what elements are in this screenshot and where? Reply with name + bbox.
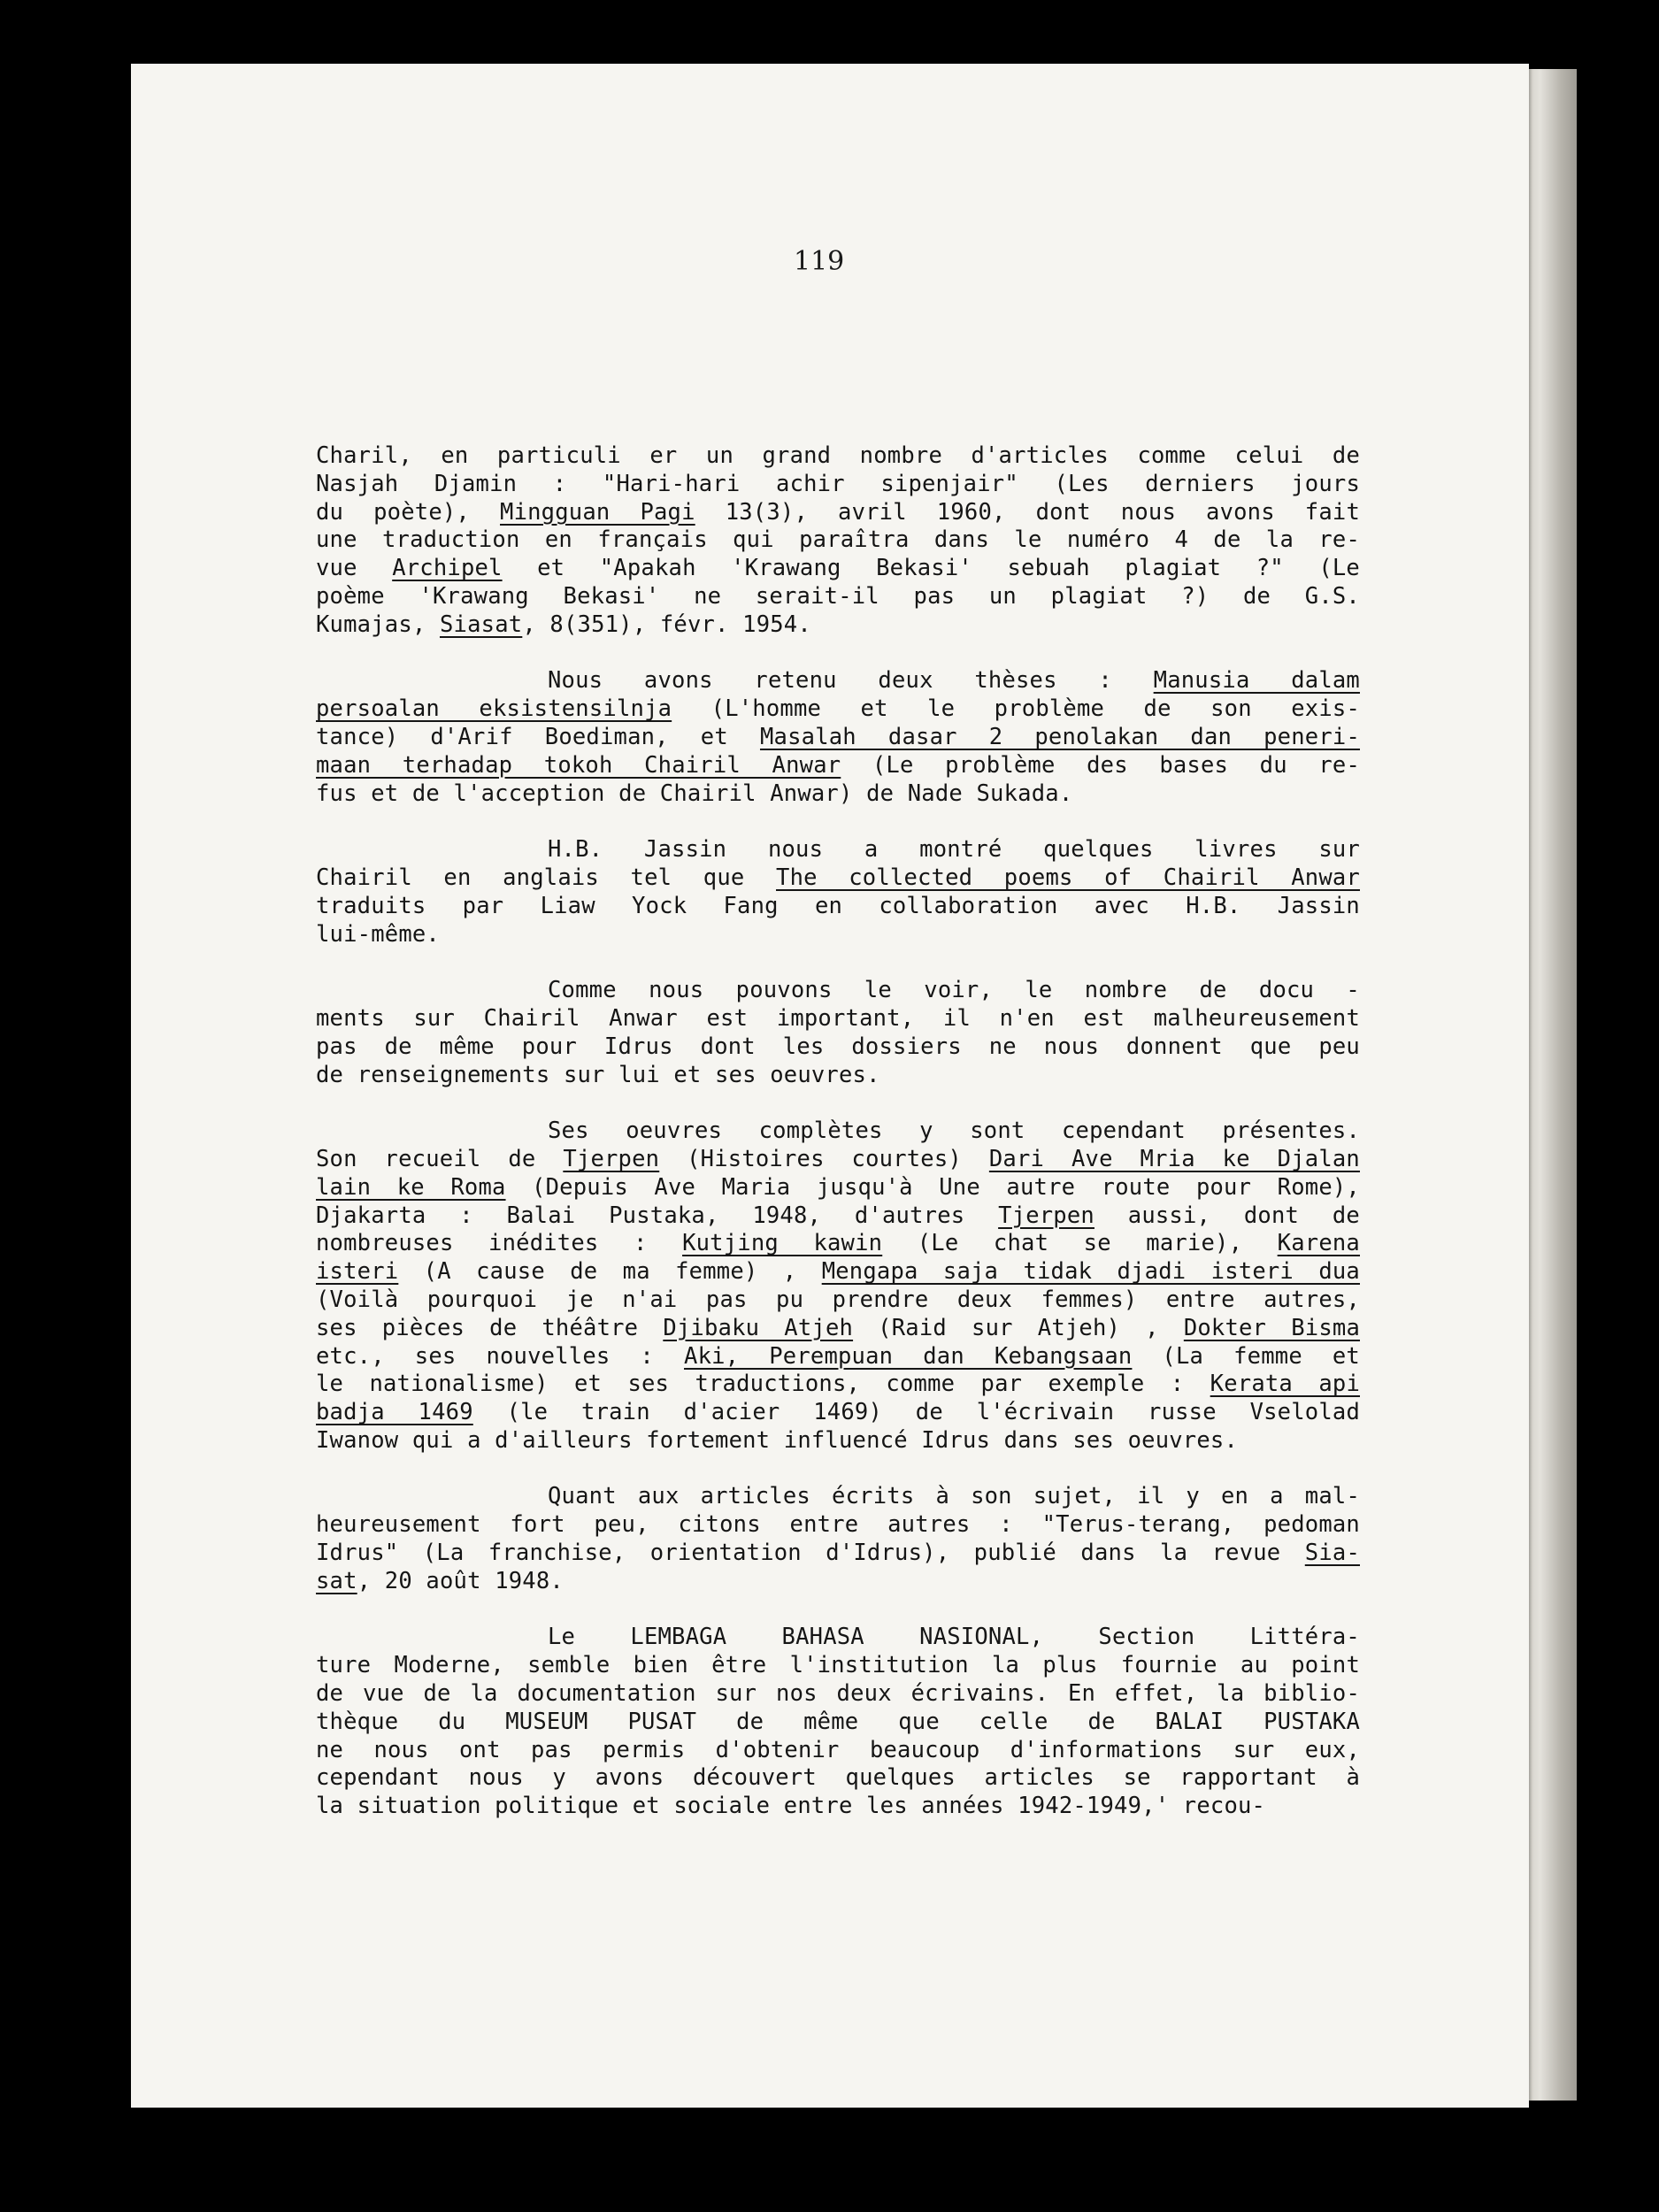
text-run: ture Moderne, semble bien être l'institution la plus fournie au point <box>316 1652 1360 1679</box>
text-run: aussi, dont de <box>1094 1202 1360 1229</box>
text-run: vue <box>316 555 393 582</box>
text-run: Charil, en particuli er un grand nombre d'articles comme celui de <box>316 442 1360 469</box>
text-run: Ses oeuvres complètes y sont cependant présentes. <box>548 1118 1360 1145</box>
text-run: (La femme et <box>1132 1342 1360 1370</box>
text-run: Idrus" (La franchise, orientation d'Idrus), publié dans la revue <box>316 1540 1305 1567</box>
text-line <box>316 1118 1360 1146</box>
text-line <box>316 893 1360 921</box>
text-run: Comme nous pouvons le voir, le nombre de docu - <box>548 977 1360 1004</box>
text-line <box>316 499 1360 527</box>
underlined-title: Djibaku Atjeh <box>663 1314 854 1341</box>
underlined-title: isteri <box>316 1258 399 1286</box>
text-run: du poète), <box>316 498 501 526</box>
text-line <box>316 1005 1360 1033</box>
text-run: et "Apakah 'Krawang Bekasi' sebuah plagiat ?" (Le <box>502 555 1360 582</box>
text-run: traduits par Liaw Yock Fang en collaboration avec H.B. Jassin <box>316 892 1360 919</box>
text-run: cependant nous y avons découvert quelques articles se rapportant à <box>316 1764 1360 1792</box>
text-run: de renseignements sur lui et ses oeuvres. <box>316 1061 880 1088</box>
text-line <box>316 977 1360 1005</box>
text-run: heureusement fort peu, citons entre autres : "Terus-terang, pedoman <box>316 1511 1360 1539</box>
text-line <box>316 611 1360 640</box>
text-line <box>316 836 1360 864</box>
paragraph <box>316 977 1360 1089</box>
text-line <box>316 1568 1360 1596</box>
text-line <box>316 555 1360 583</box>
text-run: lui-même. <box>316 920 440 948</box>
text-run: fus et de l'acception de Chairil Anwar) de Nade Sukada. <box>316 780 1073 807</box>
text-run: etc., ses nouvelles : <box>316 1342 685 1370</box>
text-run: Nous avons retenu deux thèses : <box>548 667 1154 695</box>
text-line <box>316 1230 1360 1258</box>
text-line <box>316 1146 1360 1174</box>
text-run: Son recueil de <box>316 1145 564 1172</box>
text-line <box>316 1680 1360 1709</box>
underlined-title: Aki, Perempuan dan Kebangsaan <box>684 1342 1133 1370</box>
text-run: Nasjah Djamin : "Hari-hari achir sipenjair" (Les derniers jours <box>316 470 1360 497</box>
underlined-title: Mingguan Pagi <box>500 498 695 526</box>
text-run: 13(3), avril 1960, dont nous avons fait <box>695 498 1361 526</box>
text-line <box>316 471 1360 499</box>
underlined-title: Tjerpen <box>998 1202 1094 1229</box>
text-line <box>316 1315 1360 1343</box>
text-run: Quant aux articles écrits à son sujet, il y en a mal- <box>548 1483 1360 1510</box>
text-run: poème 'Krawang Bekasi' ne serait-il pas un plagiat ?) de G.S. <box>316 582 1360 610</box>
text-line <box>316 752 1360 780</box>
text-line <box>316 780 1360 809</box>
text-run: (le train d'acier 1469) de l'écrivain russe Vselolad <box>472 1399 1360 1426</box>
page-number: 119 <box>794 246 845 277</box>
text-run: le nationalisme) et ses traductions, comme par exemple : <box>316 1371 1210 1398</box>
underlined-title: Masalah dasar 2 penolakan dan peneri- <box>759 723 1360 750</box>
text-run: (L'homme et le problème de son exis- <box>672 695 1360 723</box>
underlined-title: lain ke Roma <box>316 1173 506 1201</box>
text-run: Chairil en anglais tel que <box>316 864 777 891</box>
text-line <box>316 864 1360 893</box>
text-line <box>316 1483 1360 1511</box>
underlined-title: Tjerpen <box>563 1145 660 1172</box>
text-run: une traduction en français qui paraîtra dans le numéro 4 de la re- <box>316 526 1360 554</box>
underlined-title: Siasat <box>439 611 523 638</box>
text-run: Kumajas, <box>316 611 440 638</box>
underlined-title: sat <box>316 1567 357 1594</box>
text-run: H.B. Jassin nous a montré quelques livres sur <box>548 836 1360 864</box>
text-run: Djakarta : Balai Pustaka, 1948, d'autres <box>316 1202 999 1229</box>
text-line <box>316 1174 1360 1202</box>
text-line <box>316 1258 1360 1286</box>
text-run: Le LEMBAGA BAHASA NASIONAL, Section Littéra- <box>548 1624 1360 1651</box>
text-line <box>316 1371 1360 1399</box>
text-line <box>316 1709 1360 1737</box>
body-text <box>316 442 1360 1849</box>
text-run: la situation politique et sociale entre les années 1942-1949,' recou- <box>316 1793 1266 1820</box>
text-line <box>316 1652 1360 1680</box>
text-run: tance) d'Arif Boediman, et <box>316 723 760 750</box>
text-run: (A cause de ma femme) , <box>398 1258 822 1286</box>
text-line <box>316 1427 1360 1455</box>
text-line <box>316 1202 1360 1231</box>
text-run: de vue de la documentation sur nos deux écrivains. En effet, la biblio- <box>316 1680 1360 1708</box>
text-line <box>316 1286 1360 1315</box>
text-run: , 8(351), févr. 1954. <box>522 611 811 638</box>
text-line <box>316 1033 1360 1062</box>
text-run: ses pièces de théâtre <box>316 1314 664 1341</box>
text-line <box>316 526 1360 555</box>
underlined-title: Manusia dalam <box>1153 667 1360 695</box>
paragraph <box>316 667 1360 808</box>
underlined-title: Sia- <box>1304 1540 1360 1567</box>
underlined-title: Archipel <box>392 555 503 582</box>
paragraph <box>316 836 1360 949</box>
underlined-title: Mengapa saja tidak djadi isteri dua <box>821 1258 1360 1286</box>
text-run: Iwanow qui a d'ailleurs fortement influencé Idrus dans ses oeuvres. <box>316 1426 1239 1454</box>
text-run: (Voilà pourquoi je n'ai pas pu prendre deux femmes) entre autres, <box>316 1286 1360 1313</box>
text-line <box>316 1511 1360 1540</box>
text-line <box>316 442 1360 471</box>
underlined-title: The collected poems of Chairil Anwar <box>776 864 1360 891</box>
text-run: thèque du MUSEUM PUSAT de même que celle de BALAI PUSTAKA <box>316 1708 1360 1735</box>
text-line <box>316 1399 1360 1427</box>
text-line <box>316 921 1360 949</box>
text-run: (Histoires courtes) <box>659 1145 989 1172</box>
text-line <box>316 1737 1360 1765</box>
underlined-title: Karena <box>1277 1230 1360 1257</box>
underlined-title: Kutjing kawin <box>682 1230 883 1257</box>
text-run: (Raid sur Atjeh) , <box>853 1314 1184 1341</box>
text-run: ments sur Chairil Anwar est important, il n'en est malheureusement <box>316 1004 1360 1032</box>
underlined-title: persoalan eksistensilnja <box>316 695 672 723</box>
text-run: (Le chat se marie), <box>882 1230 1278 1257</box>
underlined-title: Dokter Bisma <box>1183 1314 1360 1341</box>
underlined-title: Kerata api <box>1210 1371 1360 1398</box>
text-line <box>316 724 1360 752</box>
text-line <box>316 695 1360 724</box>
text-run: nombreuses inédites : <box>316 1230 683 1257</box>
text-run: pas de même pour Idrus dont les dossiers ne nous donnent que peu <box>316 1033 1360 1060</box>
text-run: (Depuis Ave Maria jusqu'à Une autre route pour Rome), <box>505 1173 1360 1201</box>
text-line <box>316 1343 1360 1371</box>
text-run: ne nous ont pas permis d'obtenir beaucoup d'informations sur eux, <box>316 1736 1360 1763</box>
paragraph <box>316 1118 1360 1455</box>
text-line <box>316 667 1360 695</box>
underlined-title: maan terhadap tokoh Chairil Anwar <box>316 751 841 779</box>
text-run: (Le problème des bases du re- <box>841 751 1360 779</box>
text-line <box>316 1540 1360 1568</box>
paragraph <box>316 1624 1360 1821</box>
text-line <box>316 583 1360 611</box>
underlined-title: Dari Ave Mria ke Djalan <box>988 1145 1360 1172</box>
text-line <box>316 1062 1360 1090</box>
paragraph <box>316 1483 1360 1595</box>
underlined-title: badja 1469 <box>316 1399 473 1426</box>
text-line <box>316 1624 1360 1652</box>
text-line <box>316 1764 1360 1793</box>
paragraph <box>316 442 1360 640</box>
text-run: , 20 août 1948. <box>357 1567 564 1594</box>
text-line <box>316 1793 1360 1821</box>
